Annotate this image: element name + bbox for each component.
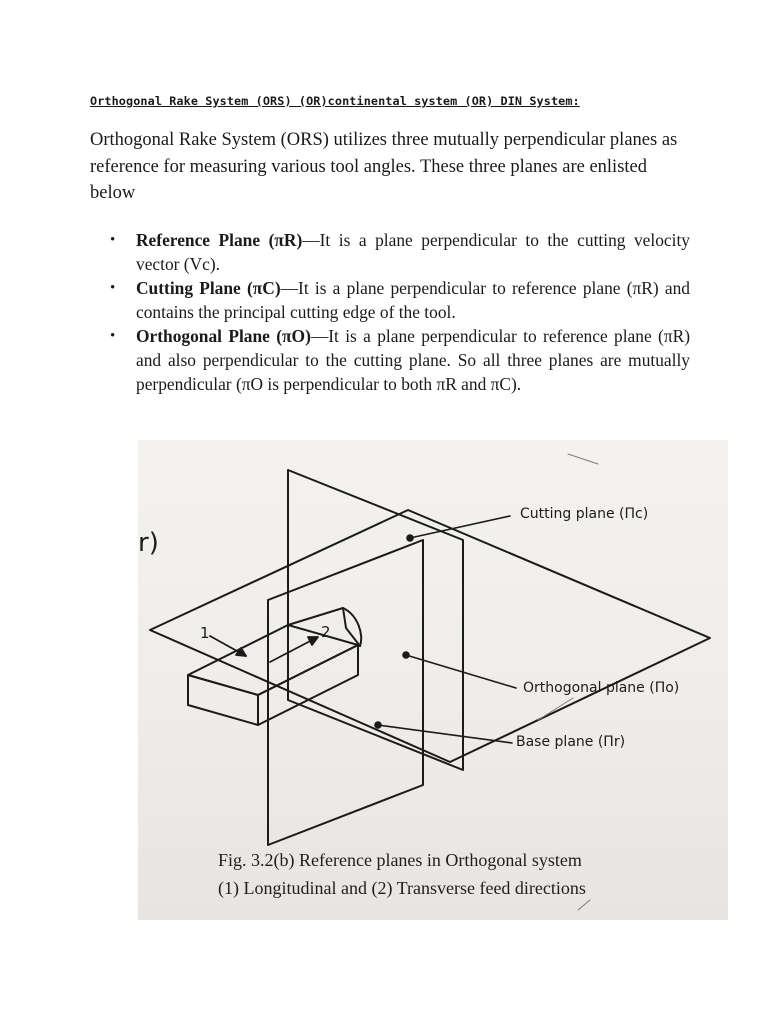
term-orthogonal-plane: Orthogonal Plane (πO) xyxy=(136,326,311,346)
definition-orthogonal-plane: —It is a plane perpendicular to reference plane (πR) and also perpendicular to the cutting plane. So all three planes are mutually perpendicular (πO is perpendicular to both πR and πC). xyxy=(136,326,690,394)
list-item-reference-plane xyxy=(90,228,690,276)
bullet-icon: • xyxy=(110,232,116,248)
list-item-orthogonal-plane xyxy=(90,324,690,396)
reference-planes-figure xyxy=(138,440,728,920)
definition-reference-plane: —It is a plane perpendicular to the cutting velocity vector (Vc). xyxy=(136,230,690,274)
plane-definitions-list xyxy=(90,228,690,396)
label-direction-2: 2 xyxy=(321,623,331,641)
label-cutting-plane: Cutting plane (Πc) xyxy=(520,506,649,522)
intro-paragraph: Orthogonal Rake System (ORS) utilizes three mutually perpendicular planes as reference for measuring various tool angles. These three planes are enlisted below xyxy=(90,130,678,203)
list-item-cutting-plane xyxy=(90,276,690,324)
bullet-icon: • xyxy=(110,328,116,344)
definition-cutting-plane: —It is a plane perpendicular to reference plane (πR) and contains the principal cutting edge of the tool. xyxy=(136,278,691,322)
label-orthogonal-plane: Orthogonal plane (Πo) xyxy=(523,680,680,696)
bullet-icon: • xyxy=(110,280,116,296)
tool-body-shape xyxy=(188,608,361,725)
label-corner-mark: r) xyxy=(138,528,159,558)
figure-caption-line-2: (1) Longitudinal and (2) Transverse feed directions xyxy=(218,878,586,898)
term-reference-plane: Reference Plane (πR) xyxy=(136,230,303,250)
term-cutting-plane: Cutting Plane (πC) xyxy=(136,278,281,298)
base-plane-shape xyxy=(150,510,710,762)
section-heading: Orthogonal Rake System (ORS) (OR)continental system (OR) DIN System: xyxy=(90,94,580,108)
label-direction-1: 1 xyxy=(200,624,210,642)
figure-caption-line-1: Fig. 3.2(b) Reference planes in Orthogonal system xyxy=(218,850,582,870)
label-base-plane: Base plane (Πr) xyxy=(516,734,626,750)
feed-direction-arrows xyxy=(210,636,318,662)
